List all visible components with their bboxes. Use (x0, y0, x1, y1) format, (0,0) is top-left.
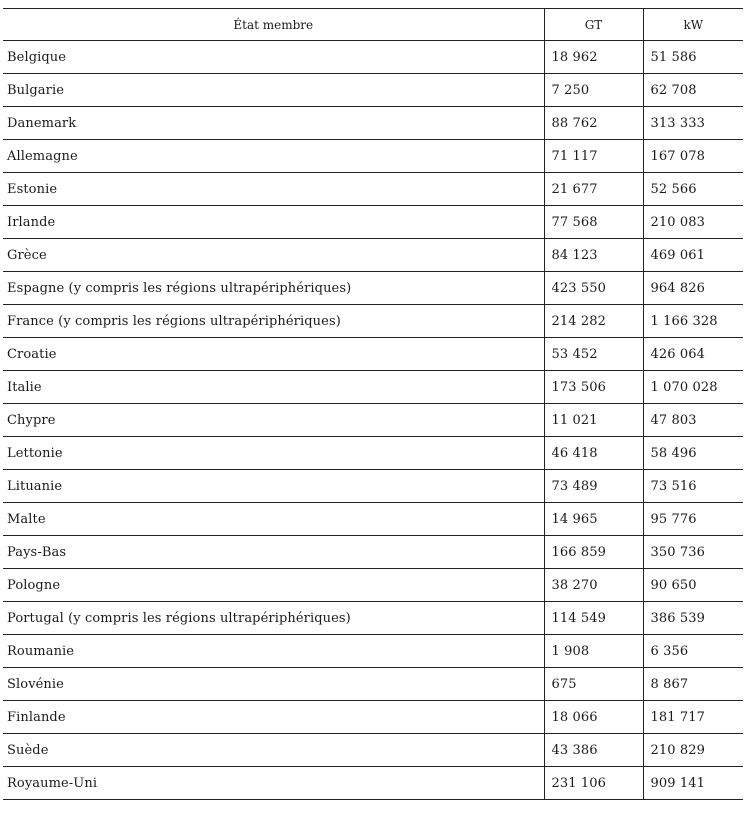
cell-member-state: France (y compris les régions ultrapériphériques) (3, 305, 544, 338)
cell-member-state: Slovénie (3, 668, 544, 701)
cell-kw: 6 356 (643, 635, 743, 668)
table-row (3, 437, 743, 470)
cell-member-state: Chypre (3, 404, 544, 437)
cell-member-state: Portugal (y compris les régions ultrapériphériques) (3, 602, 544, 635)
table-row (3, 206, 743, 239)
cell-kw: 210 083 (643, 206, 743, 239)
table-row (3, 173, 743, 206)
cell-member-state: Belgique (3, 41, 544, 74)
cell-gt: 53 452 (544, 338, 643, 371)
table-row (3, 470, 743, 503)
cell-gt: 675 (544, 668, 643, 701)
cell-gt: 71 117 (544, 140, 643, 173)
cell-member-state: Lituanie (3, 470, 544, 503)
cell-kw: 426 064 (643, 338, 743, 371)
cell-gt: 423 550 (544, 272, 643, 305)
cell-member-state: Lettonie (3, 437, 544, 470)
cell-member-state: Croatie (3, 338, 544, 371)
cell-gt: 43 386 (544, 734, 643, 767)
cell-gt: 73 489 (544, 470, 643, 503)
cell-gt: 231 106 (544, 767, 643, 800)
table-row (3, 272, 743, 305)
cell-kw: 181 717 (643, 701, 743, 734)
cell-member-state: Espagne (y compris les régions ultrapériphériques) (3, 272, 544, 305)
cell-gt: 46 418 (544, 437, 643, 470)
table-row (3, 734, 743, 767)
table-row (3, 536, 743, 569)
cell-gt: 77 568 (544, 206, 643, 239)
cell-kw: 95 776 (643, 503, 743, 536)
cell-kw: 62 708 (643, 74, 743, 107)
cell-gt: 214 282 (544, 305, 643, 338)
cell-member-state: Allemagne (3, 140, 544, 173)
cell-member-state: Estonie (3, 173, 544, 206)
cell-member-state: Grèce (3, 239, 544, 272)
cell-gt: 14 965 (544, 503, 643, 536)
table-row (3, 404, 743, 437)
cell-kw: 1 070 028 (643, 371, 743, 404)
table-row (3, 635, 743, 668)
cell-member-state: Suède (3, 734, 544, 767)
table-row (3, 503, 743, 536)
cell-member-state: Pays-Bas (3, 536, 544, 569)
table-row (3, 668, 743, 701)
cell-member-state: Danemark (3, 107, 544, 140)
table-row (3, 569, 743, 602)
table-header (3, 9, 743, 41)
cell-kw: 51 586 (643, 41, 743, 74)
header-row (3, 9, 743, 41)
cell-gt: 7 250 (544, 74, 643, 107)
table-row (3, 305, 743, 338)
cell-kw: 964 826 (643, 272, 743, 305)
cell-member-state: Pologne (3, 569, 544, 602)
cell-kw: 386 539 (643, 602, 743, 635)
cell-kw: 73 516 (643, 470, 743, 503)
table-row (3, 701, 743, 734)
cell-kw: 1 166 328 (643, 305, 743, 338)
table-row (3, 107, 743, 140)
cell-kw: 350 736 (643, 536, 743, 569)
cell-member-state: Italie (3, 371, 544, 404)
header-gt: GT (544, 9, 643, 41)
table-row (3, 602, 743, 635)
cell-kw: 210 829 (643, 734, 743, 767)
cell-kw: 58 496 (643, 437, 743, 470)
cell-gt: 1 908 (544, 635, 643, 668)
cell-kw: 8 867 (643, 668, 743, 701)
cell-gt: 18 962 (544, 41, 643, 74)
cell-kw: 313 333 (643, 107, 743, 140)
cell-kw: 167 078 (643, 140, 743, 173)
cell-kw: 909 141 (643, 767, 743, 800)
cell-member-state: Finlande (3, 701, 544, 734)
cell-gt: 84 123 (544, 239, 643, 272)
fleet-capacity-table-container (3, 8, 743, 800)
cell-gt: 166 859 (544, 536, 643, 569)
cell-member-state: Bulgarie (3, 74, 544, 107)
cell-member-state: Royaume-Uni (3, 767, 544, 800)
cell-gt: 88 762 (544, 107, 643, 140)
table-row (3, 239, 743, 272)
table-body (3, 41, 743, 800)
cell-gt: 18 066 (544, 701, 643, 734)
table-row (3, 338, 743, 371)
table-row (3, 41, 743, 74)
table-row (3, 74, 743, 107)
table-row (3, 767, 743, 800)
cell-gt: 11 021 (544, 404, 643, 437)
cell-gt: 114 549 (544, 602, 643, 635)
cell-gt: 21 677 (544, 173, 643, 206)
table-row (3, 140, 743, 173)
fleet-capacity-table (3, 8, 743, 800)
header-member-state: État membre (3, 9, 544, 41)
cell-member-state: Roumanie (3, 635, 544, 668)
cell-kw: 469 061 (643, 239, 743, 272)
header-kw: kW (643, 9, 743, 41)
cell-gt: 38 270 (544, 569, 643, 602)
cell-member-state: Irlande (3, 206, 544, 239)
cell-member-state: Malte (3, 503, 544, 536)
cell-kw: 52 566 (643, 173, 743, 206)
cell-gt: 173 506 (544, 371, 643, 404)
cell-kw: 47 803 (643, 404, 743, 437)
table-row (3, 371, 743, 404)
cell-kw: 90 650 (643, 569, 743, 602)
